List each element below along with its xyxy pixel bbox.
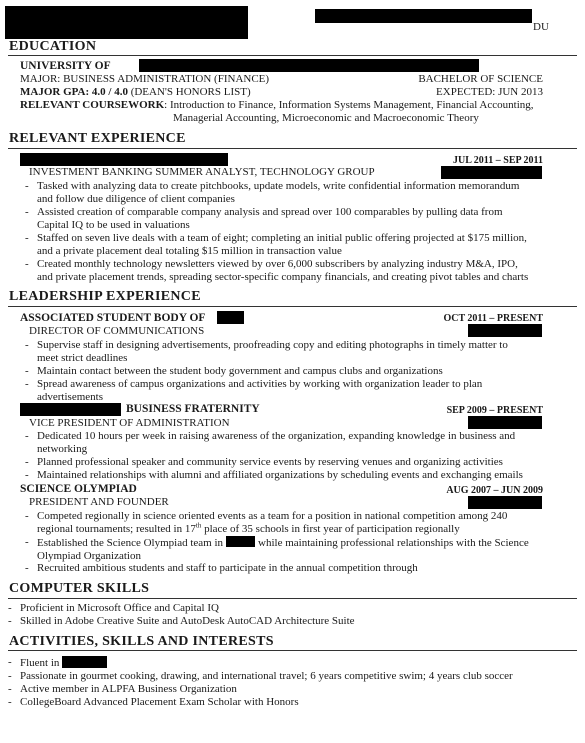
olympiad-bullet-3: - Recruited ambitious students and staff to participate in the annual competition through [25,562,418,574]
ib-role: INVESTMENT BANKING SUMMER ANALYST, TECHNOLOGY GROUP [29,166,375,178]
redacted-olympiad-location [468,496,542,509]
fraternity-date: SEP 2009 – PRESENT [446,405,543,416]
olympiad-bullet-1: - Competed regionally in science oriented events as a team for a position in national competition among 240 regional tournaments; resulted in 17th place of 35 schools in first year of participation regionally [25,510,508,535]
redacted-contact [315,9,532,23]
asb-bullet-2: - Maintain contact between the student body government and campus clubs and organizations [25,365,443,377]
coursework-label: RELEVANT COURSEWORK [20,99,165,111]
redacted-asb-school [217,311,244,324]
redacted-fraternity-name [20,403,121,416]
olympiad-org: SCIENCE OLYMPIAD [20,483,137,495]
activities-rule [8,650,577,651]
skill-item-2: - Skilled in Adobe Creative Suite and AutoDesk AutoCAD Architecture Suite [8,615,355,627]
fraternity-bullet-1: - Dedicated 10 hours per week in raising awareness of the organization, expanding knowledge in business and networking [25,430,516,455]
asb-role: DIRECTOR OF COMMUNICATIONS [29,325,205,337]
redacted-olympiad-school [226,536,255,547]
education-rule [8,55,577,56]
activity-item-3: - CollegeBoard Advanced Placement Exam Scholar with Honors [8,696,299,708]
ib-bullet-1: - Tasked with analyzing data to create pitchbooks, update models, write confidential information memorandum and follow due diligence of client companies [25,180,520,205]
redacted-fraternity-location [468,416,542,429]
asb-org: ASSOCIATED STUDENT BODY OF [20,312,206,324]
skill-item-1: - Proficient in Microsoft Office and Capital IQ [8,602,219,614]
coursework-line-1: : Introduction to Finance, Information Systems Management, Financial Accounting, [164,99,534,111]
major: MAJOR: BUSINESS ADMINISTRATION (FINANCE) [20,73,270,85]
asb-bullet-1: - Supervise staff in designing advertisements, proofreading copy and editing photographs in timely matter to meet strict deadlines [25,339,508,364]
activity-item-1: - Passionate in gourmet cooking, drawing, and international travel; 6 years competitive swim; 4 years club soccer [8,670,513,682]
ib-bullet-2: - Assisted creation of comparable company analysis and spread over 100 comparables by pulling data from Capital IQ to be used in valuations [25,206,503,231]
redacted-language [62,656,107,668]
fraternity-bullet-2: - Planned professional speaker and community service events by reserving venues and organizing activities [25,456,503,468]
activity-fluent: - Fluent in [20,656,560,670]
education-heading: EDUCATION [9,39,97,54]
fraternity-role: VICE PRESIDENT OF ADMINISTRATION [29,417,230,429]
activities-heading: ACTIVITIES, SKILLS AND INTERESTS [9,634,274,649]
leadership-rule [8,306,577,307]
degree: BACHELOR OF SCIENCE [418,73,543,85]
fraternity-org: BUSINESS FRATERNITY [126,403,260,415]
university-label: UNIVERSITY OF [20,60,111,72]
computer-skills-rule [8,598,577,599]
olympiad-date: AUG 2007 – JUN 2009 [446,485,543,496]
computer-skills-heading: COMPUTER SKILLS [9,581,150,596]
asb-bullet-3: - Spread awareness of campus organizations and activities by working with organization leader to plan advertisements [25,378,483,403]
relevant-experience-heading: RELEVANT EXPERIENCE [9,131,186,146]
asb-date: OCT 2011 – PRESENT [443,313,543,324]
relevant-experience-rule [8,148,577,149]
redacted-asb-location [468,324,542,337]
gpa-note: (DEAN'S HONORS LIST) [130,86,251,98]
redacted-employer [20,153,228,166]
activity-item-2: - Active member in ALPFA Business Organization [8,683,237,695]
olympiad-bullet-2: - Established the Science Olympiad team in while maintaining professional relationships with the Science Olympiad Organization [25,536,529,562]
olympiad-role: PRESIDENT AND FOUNDER [29,496,169,508]
ib-date: JUL 2011 – SEP 2011 [452,155,543,166]
gpa: MAJOR GPA: 4.0 / 4.0 [20,86,128,98]
coursework-line-2: Managerial Accounting, Microeconomic and Macroeconomic Theory [173,112,479,124]
fraternity-bullet-3: - Maintained relationships with alumni and affiliated organizations by scheduling events and exchanging emails [25,469,523,481]
redacted-name [5,6,248,39]
leadership-heading: LEADERSHIP EXPERIENCE [9,289,201,304]
expected-graduation: EXPECTED: JUN 2013 [436,86,543,98]
ib-bullet-3: - Staffed on seven live deals with a team of eight; completing an initial public offering projected at $175 million, and a private placement deal totaling $15 million in transaction value [25,232,527,257]
ib-bullet-4: - Created monthly technology newsletters viewed by over 6,000 subscribers by analyzing industry M&A, IPO, and private placement trends, spreading sector-specific company financials, and creating pivot tables and charts [25,258,529,283]
redacted-location [441,166,542,179]
contact-suffix: DU [533,21,549,33]
redacted-university [139,59,479,72]
